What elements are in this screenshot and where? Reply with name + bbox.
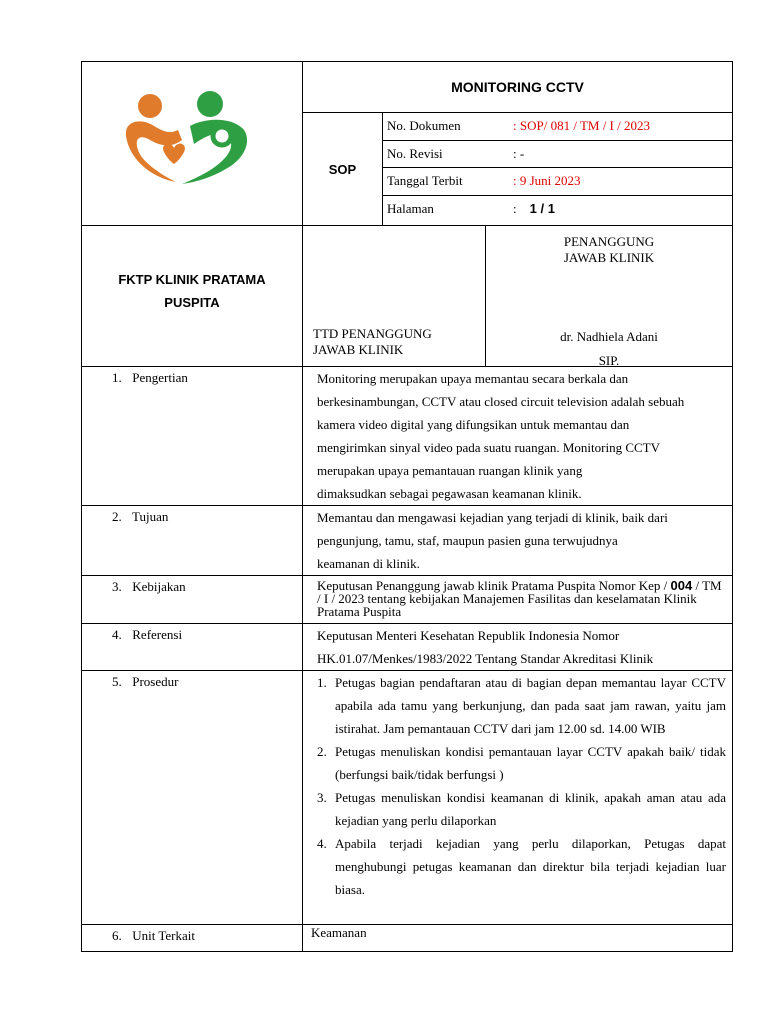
pj-sip: SIP. bbox=[598, 353, 620, 368]
text-line: kamera video digital yang difungsikan untuk memantau dan bbox=[317, 417, 630, 432]
section-label-tujuan bbox=[82, 506, 303, 576]
pj-title: PENANGGUNG bbox=[563, 234, 655, 249]
meta-row-halaman bbox=[383, 196, 732, 223]
section-number: 6. bbox=[112, 928, 122, 943]
sop-document bbox=[81, 61, 732, 952]
section-text-tujuan bbox=[303, 506, 733, 576]
text-line: merupakan upaya pemantauan ruangan klinik yang bbox=[317, 463, 583, 478]
list-item bbox=[313, 786, 726, 832]
text-line: Memantau dan mengawasi kejadian yang terjadi di klinik, baik dari bbox=[317, 510, 668, 525]
sop-label: SOP bbox=[303, 113, 383, 226]
meta-key: No. Dokumen bbox=[387, 118, 461, 134]
list-text: Petugas menuliskan kondisi pemantauan layar CCTV apakah baik/ tidak (berfungsi baik/tidak berfungsi ) bbox=[335, 744, 726, 782]
meta-value: : SOP/ 081 / TM / I / 2023 bbox=[513, 118, 651, 134]
clinic-name-line: FKTP KLINIK PRATAMA bbox=[118, 272, 266, 287]
section-label-kebijakan bbox=[82, 576, 303, 624]
section-label: Prosedur bbox=[132, 674, 179, 689]
meta-row-dokumen bbox=[383, 113, 732, 141]
list-item bbox=[313, 740, 726, 786]
section-label-prosedur bbox=[82, 671, 303, 925]
list-number: 2. bbox=[317, 744, 327, 759]
sop-header-table bbox=[81, 61, 733, 367]
pj-title: JAWAB KLINIK bbox=[563, 250, 655, 265]
section-label-pengertian bbox=[82, 367, 303, 506]
meta-row-revisi bbox=[383, 141, 732, 169]
text-line: dimaksudkan sebagai pegawasan keamanan klinik. bbox=[317, 486, 582, 501]
section-label: Tujuan bbox=[132, 509, 169, 524]
section-text-prosedur bbox=[303, 671, 733, 925]
list-number: 1. bbox=[317, 675, 327, 690]
text-line: mengirimkan sinyal video pada suatu ruangan. Monitoring CCTV bbox=[317, 440, 660, 455]
list-number: 4. bbox=[317, 836, 327, 851]
section-label-unit bbox=[82, 925, 303, 952]
signature-cell bbox=[303, 226, 486, 367]
text-line: pengunjung, tamu, staf, maupun pasien guna terwujudnya bbox=[317, 533, 618, 548]
responsible-person-cell bbox=[486, 226, 733, 367]
meta-row-tanggal bbox=[383, 168, 732, 196]
meta-key: No. Revisi bbox=[387, 145, 443, 161]
section-number: 1. bbox=[112, 370, 122, 385]
section-label: Referensi bbox=[132, 627, 183, 642]
meta-prefix: : bbox=[513, 200, 517, 216]
section-label: Kebijakan bbox=[132, 579, 186, 594]
section-text-unit: Keamanan bbox=[303, 925, 733, 952]
section-number: 5. bbox=[112, 674, 122, 689]
list-item bbox=[313, 832, 726, 901]
meta-value bbox=[505, 201, 732, 217]
procedure-list bbox=[313, 671, 726, 901]
text-line: berkesinambungan, CCTV atau closed circuit television adalah sebuah bbox=[317, 394, 685, 409]
text-line: Monitoring merupakan upaya memantau secara berkala dan bbox=[317, 371, 629, 386]
clinic-logo bbox=[120, 90, 252, 190]
section-number: 4. bbox=[112, 627, 122, 642]
section-number: 3. bbox=[112, 579, 122, 594]
meta-value: : 9 Juni 2023 bbox=[513, 173, 581, 189]
pj-name: dr. Nadhiela Adani bbox=[560, 329, 658, 344]
text-part: Keputusan Penanggung jawab klinik Pratama Puspita Nomor Kep / bbox=[317, 578, 671, 593]
meta-key: Halaman bbox=[387, 200, 434, 216]
list-text: Petugas menuliskan kondisi keamanan di klinik, apakah aman atau ada kejadian yang perlu dilaporkan bbox=[335, 790, 726, 828]
list-item bbox=[313, 671, 726, 740]
document-meta bbox=[383, 113, 733, 226]
section-number: 2. bbox=[112, 509, 122, 524]
list-text: Petugas bagian pendaftaran atau di bagian depan memantau layar CCTV apabila ada tamu yang berkunjung, dan pada saat jam rawan, yaitu jam istirahat. Jam pemantauan CCTV dari jam 12.00 sd. 14.00 WIB bbox=[335, 675, 726, 736]
clinic-name bbox=[82, 226, 303, 367]
section-text-kebijakan bbox=[303, 576, 733, 624]
section-text-pengertian bbox=[303, 367, 733, 506]
decree-number: 004 bbox=[670, 578, 693, 593]
section-label: Pengertian bbox=[132, 370, 188, 385]
text-line: Keputusan Menteri Kesehatan Republik Indonesia Nomor bbox=[317, 628, 620, 643]
list-number: 3. bbox=[317, 790, 327, 805]
page-title: MONITORING CCTV bbox=[303, 62, 733, 113]
text-line: keamanan di klinik. bbox=[317, 556, 420, 571]
page-count: 1 / 1 bbox=[529, 200, 555, 216]
section-text-referensi bbox=[303, 624, 733, 671]
section-label-referensi bbox=[82, 624, 303, 671]
text-line: HK.01.07/Menkes/1983/2022 Tentang Standar Akreditasi Klinik bbox=[317, 651, 654, 666]
logo-cell bbox=[82, 62, 303, 226]
signature-label: TTD PENANGGUNG JAWAB KLINIK bbox=[313, 326, 432, 357]
meta-value: : - bbox=[513, 145, 525, 161]
section-label: Unit Terkait bbox=[132, 928, 196, 943]
clinic-name-line: PUSPITA bbox=[164, 295, 220, 310]
sop-body-table bbox=[81, 366, 733, 952]
meta-key: Tanggal Terbit bbox=[387, 173, 463, 189]
list-text: Apabila terjadi kejadian yang perlu dilaporkan, Petugas dapat menghubungi petugas keamanan dan direktur bila terjadi kejadian luar biasa. bbox=[335, 836, 726, 897]
text-part: / TM / I / 2023 tentang kebijakan Manajemen Fasilitas dan keselamatan Klinik Pratama Puspita bbox=[317, 578, 722, 619]
